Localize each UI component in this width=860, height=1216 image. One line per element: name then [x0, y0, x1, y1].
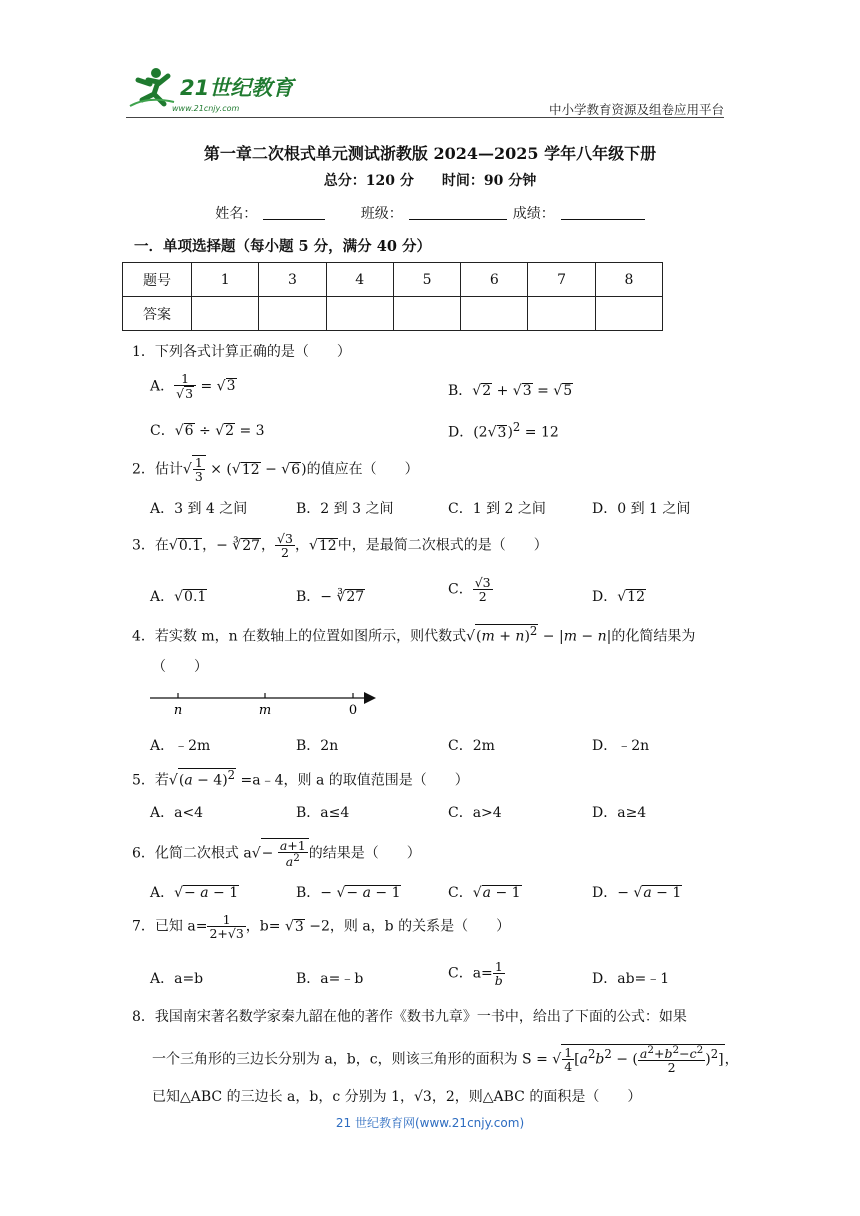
- logo-url: www.21cnjy.com: [172, 104, 240, 113]
- option-7a[interactable]: A．a=b: [150, 971, 204, 987]
- table-cell: 8: [595, 263, 662, 297]
- exam-meta: 总分：120 分 时间：90 分钟: [323, 173, 537, 189]
- option-2d[interactable]: D．0 到 1 之间: [592, 501, 691, 517]
- option-7b[interactable]: B．a=﹣b: [296, 971, 364, 987]
- table-cell: 4: [326, 263, 393, 297]
- question-5: 5．若$√(a - 4)^2$ =a﹣4，则 a 的取值范围是（ ）: [132, 768, 469, 789]
- class-blank[interactable]: [409, 205, 507, 220]
- table-cell: 题号: [123, 263, 192, 297]
- option-1a[interactable]: A． $\frac{1}{√3}$ = √3: [150, 371, 236, 402]
- option-3b[interactable]: B．− ∛27: [296, 589, 365, 605]
- answer-cell[interactable]: [595, 297, 662, 331]
- answer-cell[interactable]: [259, 297, 326, 331]
- option-3d[interactable]: D．√12: [592, 589, 645, 605]
- option-4b[interactable]: B．2n: [296, 738, 339, 754]
- option-4c[interactable]: C．2m: [448, 738, 495, 754]
- name-label: 姓名：: [215, 206, 258, 222]
- score-blank[interactable]: [561, 205, 645, 220]
- question-2: 2．估计√ $\frac{1}{3}$ × (√12 − √6)的值应在（ ）: [132, 455, 419, 485]
- logo-text: 21世纪教育: [180, 76, 294, 100]
- site-logo: [128, 66, 298, 118]
- question-8-line2: 一个三角形的三边长分别为 a，b，c，则该三角形的面积为 S = √ $\frac{1}{4}$ [$a^2b^2$ − ( $\frac{a^2+b^2-c^2}{2}$ )$^2$]，: [152, 1044, 739, 1076]
- table-cell: 5: [393, 263, 460, 297]
- question-4: 4．若实数 m，n 在数轴上的位置如图所示，则代数式$√(m + n)^2 - |m - n|$的化简结果为: [132, 624, 696, 645]
- platform-name: 中小学教育资源及组卷应用平台: [548, 102, 724, 117]
- table-cell: 1: [192, 263, 259, 297]
- option-5c[interactable]: C．a>4: [448, 805, 502, 821]
- question-3: 3．在√0.1，− ∛27， $\frac{√3}{2}$ ，√12中，是最简二次根式的是（ ）: [132, 531, 548, 561]
- option-6b[interactable]: B．− √− a − 1: [296, 885, 401, 901]
- option-3a[interactable]: A．√0.1: [150, 589, 207, 605]
- option-5a[interactable]: A．a<4: [150, 805, 204, 821]
- axis-label-n: n: [173, 703, 183, 718]
- student-info: [0, 203, 860, 223]
- option-6c[interactable]: C．√a − 1: [448, 885, 521, 901]
- question-8-line1: 8．我国南宋著名数学家秦九韶在他的著作《数书九章》一书中，给出了下面的公式：如果: [132, 1009, 687, 1025]
- answer-cell[interactable]: [528, 297, 595, 331]
- class-label: 班级：: [360, 206, 403, 222]
- section-heading: 一．单项选择题（每小题 5 分，满分 40 分）: [134, 238, 431, 255]
- option-1c[interactable]: C．√6 ÷ √2 = 3: [150, 423, 265, 439]
- header-divider: [126, 117, 724, 118]
- table-cell: 6: [461, 263, 528, 297]
- score-label: 成绩：: [512, 206, 555, 222]
- option-3c[interactable]: C． $\frac{√3}{2}$: [448, 575, 491, 605]
- option-7d[interactable]: D．ab=﹣1: [592, 971, 670, 987]
- option-7c[interactable]: C．a= $\frac{1}{b}$: [448, 959, 503, 989]
- option-6a[interactable]: A．√− a − 1: [150, 885, 239, 901]
- question-6: 6．化简二次根式 a√− $\frac{a+1}{a^2}$ 的结果是（ ）: [132, 838, 421, 870]
- axis-label-zero: 0: [348, 703, 358, 718]
- option-1b[interactable]: B．√2 + √3 = √5: [448, 383, 573, 399]
- question-4-bracket: （ ）: [152, 659, 208, 675]
- option-6d[interactable]: D．− √a − 1: [592, 885, 682, 901]
- axis-label-m: m: [258, 703, 272, 718]
- option-4a[interactable]: A．﹣2m: [150, 738, 211, 754]
- question-1: 1．下列各式计算正确的是（ ）: [132, 344, 351, 360]
- number-line: [148, 688, 380, 720]
- page-title: 第一章二次根式单元测试浙教版 2024—2025 学年八年级下册: [203, 144, 657, 163]
- table-row: [123, 263, 663, 297]
- answer-cell[interactable]: [393, 297, 460, 331]
- option-1d[interactable]: D．$(2√3)^2 = 12$: [448, 420, 559, 441]
- option-5b[interactable]: B．a≤4: [296, 805, 350, 821]
- question-7: 7．已知 a= $\frac{1}{2+√3}$ ，b= √3 −2，则 a，b 的关系是（ ）: [132, 912, 511, 942]
- table-cell: 7: [528, 263, 595, 297]
- name-blank[interactable]: [263, 205, 325, 220]
- answer-cell[interactable]: [326, 297, 393, 331]
- option-2a[interactable]: A．3 到 4 之间: [150, 501, 248, 517]
- question-8-line3: 已知△ABC 的三边长 a，b，c 分别为 1，√3，2，则△ABC 的面积是（ ）: [152, 1089, 642, 1105]
- footer-source[interactable]: 21 世纪教育网(www.21cnjy.com): [335, 1116, 525, 1130]
- runner-icon: [128, 66, 176, 112]
- answer-cell[interactable]: [461, 297, 528, 331]
- option-4d[interactable]: D．﹣2n: [592, 738, 650, 754]
- answer-cell[interactable]: [192, 297, 259, 331]
- table-cell: 3: [259, 263, 326, 297]
- answer-table: [122, 262, 663, 331]
- option-2b[interactable]: B．2 到 3 之间: [296, 501, 394, 517]
- option-2c[interactable]: C．1 到 2 之间: [448, 501, 546, 517]
- table-cell: 答案: [123, 297, 192, 331]
- table-row: [123, 297, 663, 331]
- option-5d[interactable]: D．a≥4: [592, 805, 647, 821]
